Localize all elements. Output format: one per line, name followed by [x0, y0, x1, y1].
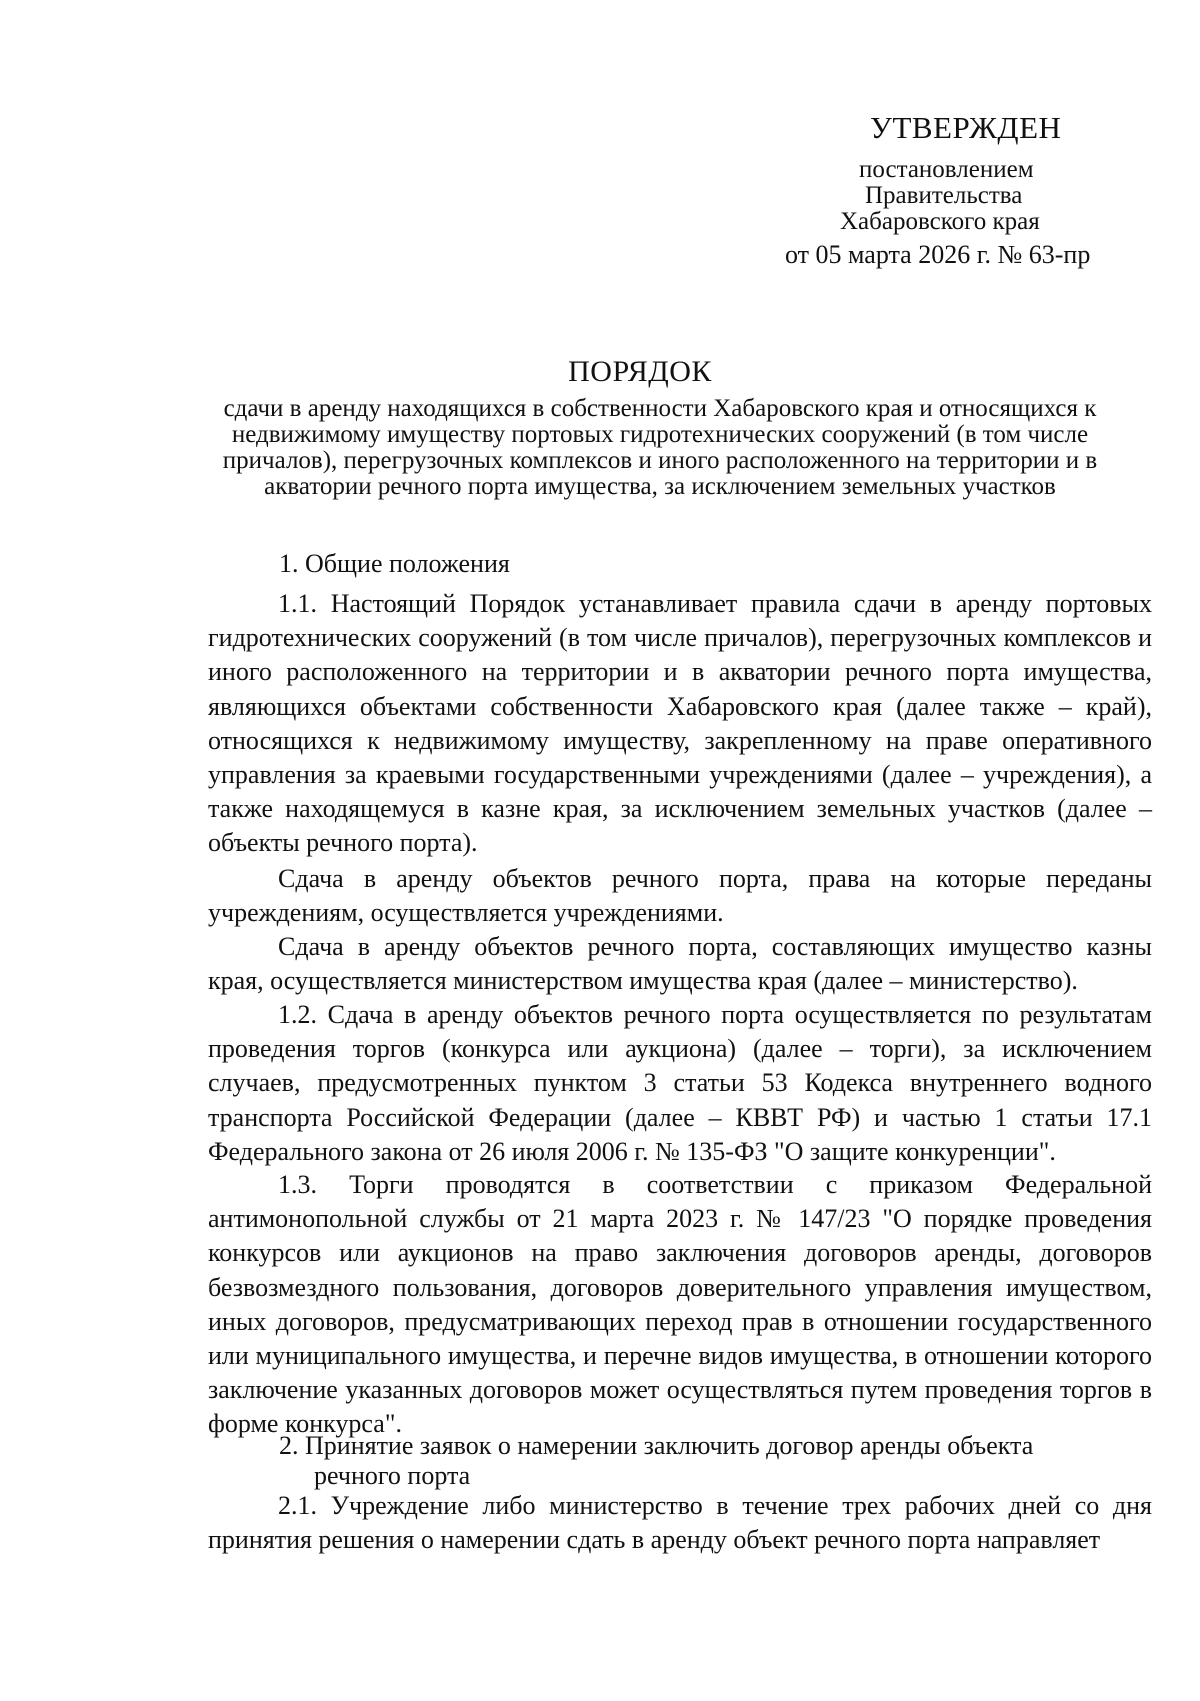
- paragraph-institutions: Сдача в аренду объектов речного порта, права на которые переданы учреждениям, осуществляется учреждениями.: [208, 864, 1152, 928]
- section-heading-general: 1. Общие положения: [279, 549, 510, 578]
- paragraph-1-2: 1.2. Сдача в аренду объектов речного порта осуществляется по результатам проведения торгов (конкурса или аукциона) (далее – торги), за исключением случаев, предусмотренных пунктом 3 статьи 53 Кодекса внутреннего водного транспорта Российской Федерации (далее – КВВТ РФ) и частью 1 статьи 17.1 Федерального закона от 26 июля 2006 г. № 135-ФЗ "О защите конкуренции".: [208, 1000, 1152, 1166]
- approval-line-region: Хабаровского края: [840, 208, 1040, 235]
- paragraph-1-3: 1.3. Торги проводятся в соответствии с приказом Федеральной антимонопольной службы от 21 марта 2023 г. № 147/23 "О порядке проведения конкурсов или аукционов на право заключения договоров аренды, договоров безвозмездного пользования, договоров доверительного управления имуществом, иных договоров, предусматривающих переход прав в отношении государственного или муниципального имущества, и перечне видов имущества, в отношении которого заключение указанных договоров может осуществляться путем проведения торгов в форме конкурса".: [208, 1170, 1152, 1439]
- approval-line-government: Правительства: [865, 182, 1023, 209]
- section-heading-applications-line1: 2. Принятие заявок о намерении заключить договор аренды объекта: [279, 1431, 1034, 1460]
- section-heading-applications: [279, 1431, 1149, 1491]
- paragraph-1-1: 1.1. Настоящий Порядок устанавливает правила сдачи в аренду портовых гидротехнических сооружений (в том числе причалов), перегрузочных комплексов и иного расположенного на территории и в акватории речного порта имущества, являющихся объектами собственности Хабаровского края (далее также – край), относящихся к недвижимому имуществу, закрепленному на праве оперативного управления за краевыми государственными учреждениями (далее – учреждения), а также находящемуся в казне края, за исключением земельных участков (далее – объекты речного порта).: [208, 589, 1152, 858]
- document-title: ПОРЯДОК: [568, 355, 712, 388]
- document-subtitle: сдачи в аренду находящихся в собственности Хабаровского края и относящихся к недвижимому имуществу портовых гидротехнических сооружений (в том числе причалов), перегрузочных комплексов и иного расположенного на территории и в акватории речного порта имущества, за исключением земельных участков: [222, 395, 1098, 500]
- approval-line-resolution: постановлением: [859, 156, 1034, 183]
- approval-line-date-number: от 05 марта 2026 г. № 63-пр: [785, 240, 1091, 269]
- approval-title: УТВЕРЖДЕН: [870, 110, 1062, 145]
- paragraph-treasury: Сдача в аренду объектов речного порта, составляющих имущество казны края, осуществляется министерством имущества края (далее – министерство).: [208, 932, 1152, 996]
- paragraph-2-1: 2.1. Учреждение либо министерство в течение трех рабочих дней со дня принятия решения о намерении сдать в аренду объект речного порта направляет: [208, 1491, 1152, 1555]
- section-heading-applications-line2: речного порта: [314, 1461, 471, 1490]
